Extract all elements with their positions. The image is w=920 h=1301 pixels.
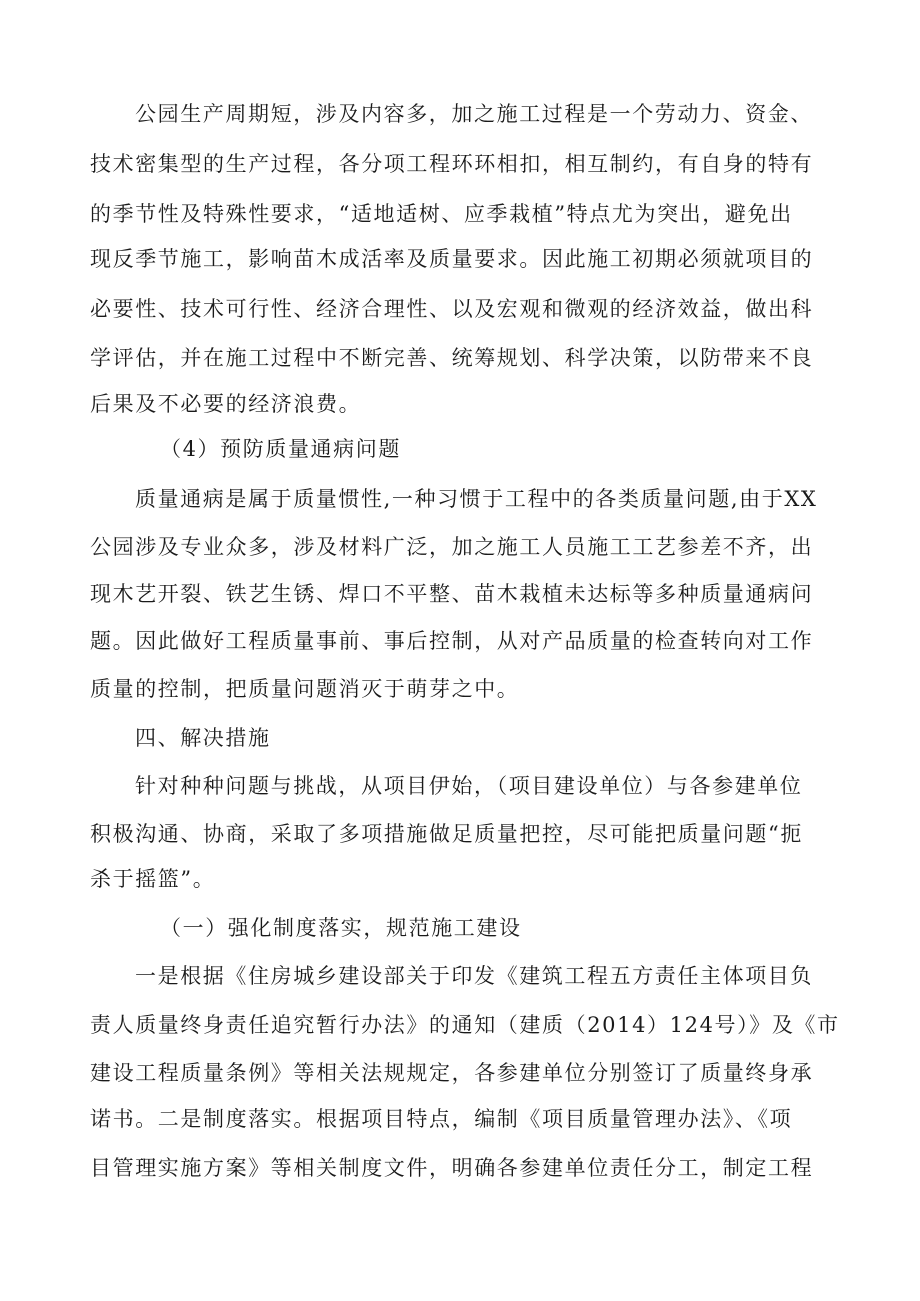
paragraph-line: 技术密集型的生产过程，各分项工程环环相扣，相互制约，有自身的特有: [90, 152, 814, 176]
section-heading: （4）预防质量通病问题: [160, 437, 401, 461]
paragraph-line: 一是根据《住房城乡建设部关于印发《建筑工程五方责任主体项目负: [135, 964, 813, 988]
paragraph-line: 题。因此做好工程质量事前、事后控制，从对产品质量的检查转向对工作: [90, 629, 814, 653]
paragraph-line: 现木艺开裂、铁艺生锈、焊口不平整、苗木栽植未达标等多种质量通病问: [90, 582, 814, 606]
paragraph-line: 公园涉及专业众多，涉及材料广泛，加之施工人员施工工艺参差不齐，出: [90, 535, 814, 559]
paragraph-line: 针对种种问题与挑战，从项目伊始，（项目建设单位）与各参建单位: [135, 774, 803, 798]
paragraph-line: 积极沟通、协商，采取了多项措施做足质量把控，尽可能把质量问题“扼: [90, 822, 803, 846]
paragraph-line: 建设工程质量条例》等相关法规规定，各参建单位分别签订了质量终身承: [90, 1061, 814, 1085]
paragraph-line: 责人质量终身责任追究暂行办法》的通知（建质（2014）124号）》及《市: [90, 1013, 840, 1037]
paragraph-line: 杀于摇篮”。: [90, 867, 216, 891]
paragraph-line: 必要性、技术可行性、经济合理性、以及宏观和微观的经济效益，做出科: [90, 297, 814, 321]
paragraph-line: 目管理实施方案》等相关制度文件，明确各参建单位责任分工，制定工程: [90, 1156, 814, 1180]
paragraph-line: 的季节性及特殊性要求，“适地适树、应季栽植”特点尤为突出，避免出: [90, 202, 793, 226]
paragraph-line: 公园生产周期短，涉及内容多，加之施工过程是一个劳动力、资金、: [135, 102, 813, 126]
paragraph-line: 诺书。二是制度落实。根据项目特点，编制《项目质量管理办法》、《项: [90, 1107, 793, 1131]
paragraph-line: 质量通病是属于质量惯性,一种习惯于工程中的各类质量问题,由于XX: [135, 487, 818, 511]
paragraph-line: 现反季节施工，影响苗木成活率及质量要求。因此施工初期必须就项目的: [90, 247, 814, 271]
paragraph-line: 学评估，并在施工过程中不断完善、统筹规划、科学决策，以防带来不良: [90, 346, 814, 370]
paragraph-line: 质量的控制，把质量问题消灭于萌芽之中。: [90, 677, 520, 701]
paragraph-line: 后果及不必要的经济浪费。: [90, 392, 362, 416]
section-heading: （一）强化制度落实，规范施工建设: [160, 916, 522, 940]
section-heading: 四、解决措施: [135, 726, 271, 750]
